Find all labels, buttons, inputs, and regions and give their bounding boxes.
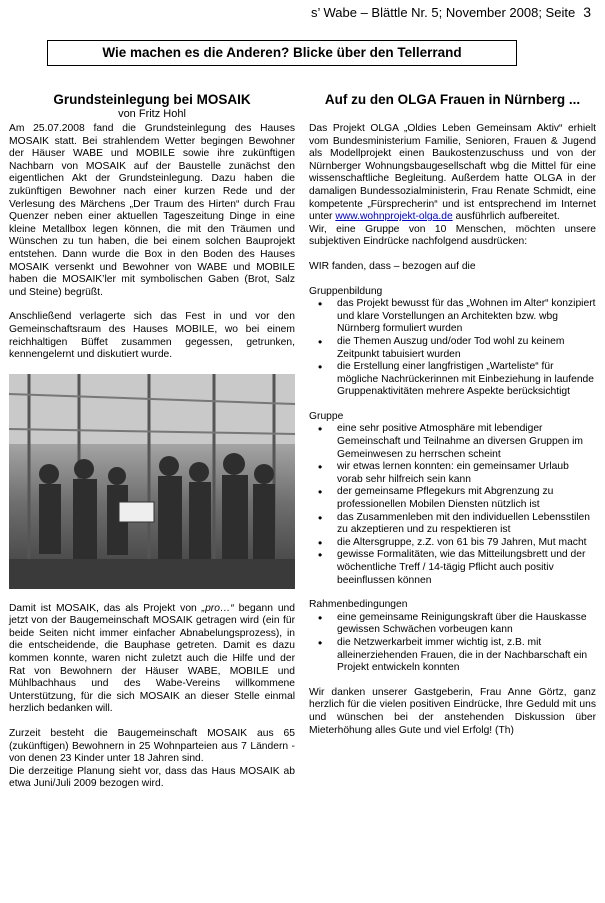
list-item: • der gemeinsame Pflegekurs mit Abgrenzung zu professionellen Mobilen Diensten nützlich ist: [309, 486, 596, 511]
section-heading: Gruppenbildung: [309, 285, 383, 297]
section-gruppe: [309, 411, 596, 587]
list-item: • die Themen Auszug und/oder Tod wohl zu keinem Zeitpunkt tabuisiert wurden: [309, 336, 596, 361]
section-gruppenbildung: [309, 286, 596, 399]
paragraph-4: Zurzeit besteht die Baugemeinschaft MOSAIK aus 65 (zukünftigen) Bewohnern in 25 Wohnparteien aus 7 Ländern - von denen 23 Kinder unter 18 Jahren sind.: [9, 728, 295, 765]
page-number: 3: [583, 4, 591, 20]
article-title-olga: Auf zu den OLGA Frauen in Nürnberg ...: [324, 92, 581, 107]
section-rahmenbedingungen: [309, 599, 596, 675]
paragraph-3: Damit ist MOSAIK, das als Projekt von „pro…“ begann und jetzt von der Baugemeinschaft MOSAIK getragen wird (ein für beide Seiten nicht immer einfacher Abnabelungsprozess), in die entscheidende, die Bauphase getreten. Damit es dazu kommen konnte, waren nicht zuletzt auch die Hilfe und der Rat von Bewohnern der Häuser WABE, MOBILE und Mühlbachhaus und des Wabe-Vereins willkommene Unterstützung, für die sich MOSAIK an dieser Stelle einmal herzlich bedanken will.: [9, 602, 295, 715]
section-heading: Gruppe: [309, 410, 344, 422]
list-item: • das Zusammenleben mit den individuellen Lebensstilen zu akzeptieren und zu respektieren ist: [309, 512, 596, 537]
article-title-mosaik: Grundsteinlegung bei MOSAIK: [53, 92, 251, 107]
closing-paragraph: Wir danken unserer Gastgeberin, Frau Anne Görtz, ganz herzlich für die vielen positiven Eindrücke, Ihre Geduld mit uns und wünschen bei der anstehenden Diskussion über Mieterhöhung alles Gute und viel Erfolg! (Th): [309, 686, 596, 736]
page-header: [311, 4, 591, 20]
olga-website-link[interactable]: www.wohnprojekt-olga.de: [335, 211, 453, 223]
list-item: • gewisse Formalitäten, wie das Mitteilungsbrett und der wöchentliche Treff / 14-tägig Pflicht auch positiv beeinflussen können: [309, 549, 596, 587]
left-column: [9, 92, 295, 791]
list-item: • das Projekt bewusst für das „Wohnen im Alter“ konzipiert und klare Vorstellungen an Architekten bzw. wbg Nürnberg formuliert wurden: [309, 298, 596, 336]
intro-paragraph: Das Projekt OLGA „Oldies Leben Gemeinsam Aktiv“ erhielt vom Bundesministerium Familie, Senioren, Frauen & Jugend als Modellprojekt einen Baukostenzuschuss und von der Nürnberger Wohnungsbaugesellschaft wbg die Mittel für eine wissenschaftliche Begleitung. Außerdem hatte OLGA in der damaligen Bundessozialministerin, Frau Renate Schmidt, eine kompetente „Fürsprecherin“ und ist entsprechend im Internet unter www.wohnprojekt-olga.de ausführlich aufbereitet.: [309, 123, 596, 223]
list-item: • eine gemeinsame Reinigungskraft über die Hauskasse gewissen Schwächen vorbeugen kann: [309, 612, 596, 637]
paragraph-1: Am 25.07.2008 fand die Grundsteinlegung des Hauses MOSAIK statt. Bei strahlendem Wetter begingen Bewohner der Häuser WABE und MOBILE sowie ihre zukünftigen Nachbarn von MOSAIK auf der Baustelle zunächst den eigentlichen Akt der Grundsteinlegung. Dazu haben die zukünftigen Bewohner nach einer kurzen Rede und der Verlesung des Märchens „Der Traum des Hirten“ durch Frau Quenzer neben einer aktuellen Tageszeitung Dinge in eine kleine Metallbox legen können, die mit den Träumen und Wünschen zu tun haben, die bei einem solchen Bauprojekt entstehen. Dann wurde die Box in den Boden des Hauses MOSAIK versenkt und Bewohner von WABE und MOBILE haben die MOSAIK’ler mit symbolischen Gaben (Brot, Salz und Steine) begrüßt.: [9, 123, 295, 298]
list-item: • wir etwas lernen konnten: ein gemeinsamer Urlaub vorab sehr hilfreich sein kann: [309, 461, 596, 486]
list-item: • die Altersgruppe, z.Z. von 61 bis 79 Jahren, Mut macht: [309, 537, 596, 550]
lead-in: WIR fanden, dass – bezogen auf die: [309, 260, 476, 272]
list-item: • eine sehr positive Atmosphäre mit lebendiger Gemeinschaft und Teilnahme an diversen Gruppen im Gemeinwesen zu herrschen scheint: [309, 423, 596, 461]
list-item: • die Erstellung einer langfristigen „Warteliste“ für mögliche Nachrückerinnen mit Einbeziehung in laufende Gruppenaktivitäten mehrere Aspekte berücksichtigt: [309, 361, 596, 399]
list-item: • die Netzwerkarbeit immer wichtig ist, z.B. mit alleinerziehenden Frauen, die in der Nachbarschaft ein Projekt entwickeln konnten: [309, 637, 596, 675]
header-text: s’ Wabe – Blättle Nr. 5; November 2008; Seite: [310, 5, 576, 20]
section-heading: Rahmenbedingungen: [309, 599, 408, 611]
section-banner: Wie machen es die Anderen? Blicke über den Tellerrand: [47, 40, 517, 66]
byline: von Fritz Hohl: [118, 108, 186, 120]
paragraph-5: Die derzeitige Planung sieht vor, dass das Haus MOSAIK ab etwa Juni/Juli 2009 bezogen wird.: [9, 765, 295, 790]
group-paragraph: Wir, eine Gruppe von 10 Menschen, möchten unsere subjektiven Eindrücke nachfolgend ausdrücken:: [309, 223, 596, 248]
paragraph-2: Anschließend verlagerte sich das Fest in und vor den Gemeinschaftsraum des Hauses MOBILE, wo bei einem reichhaltigen Büffet zusammen gegessen, getrunken, kennengelernt und diskutiert wurde.: [9, 311, 295, 361]
group-photo: [9, 374, 295, 589]
right-column: [309, 92, 596, 737]
